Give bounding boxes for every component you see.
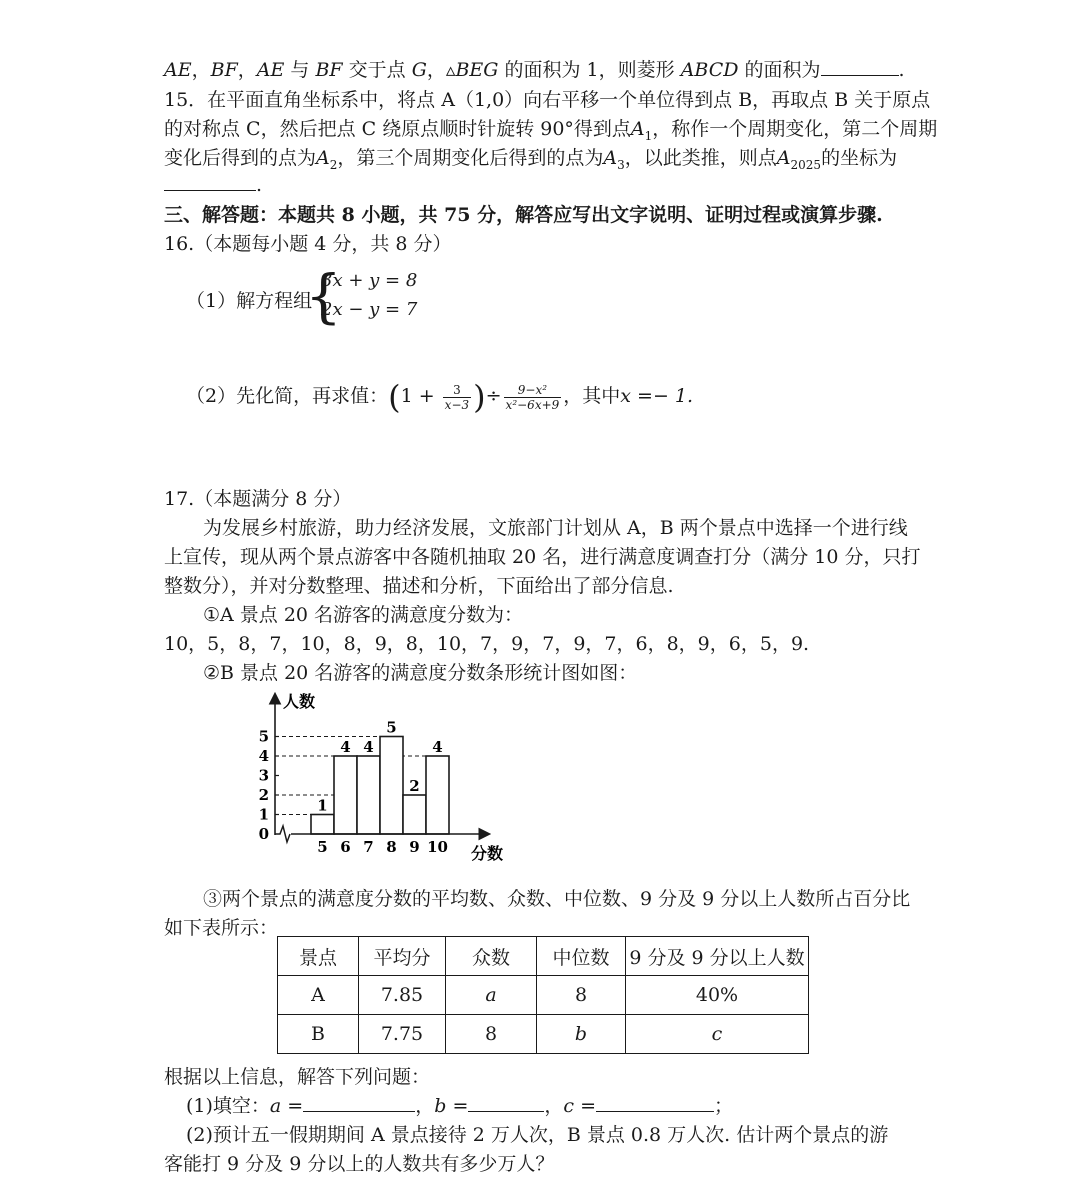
q15-line3-text-d: 的坐标为 xyxy=(821,147,898,169)
x-tick-label: 7 xyxy=(363,838,374,856)
q15-point-a2: A xyxy=(316,147,330,169)
q17-sub1-end: ； xyxy=(714,1095,734,1117)
table-cell: 8 xyxy=(446,1015,537,1054)
q17-eq-b: = xyxy=(446,1095,469,1117)
q16-part1-label: （1）解方程组 xyxy=(186,290,313,312)
y-tick-label: 3 xyxy=(258,766,269,785)
q15-line2 xyxy=(164,114,937,143)
right-paren-icon: ) xyxy=(473,378,486,416)
q15-line3-text-c: ，以此类推，则点 xyxy=(624,147,777,169)
q17-sub1-line xyxy=(186,1091,733,1118)
table-header-cell: 平均分 xyxy=(359,937,446,976)
bar xyxy=(357,756,380,834)
bar-value-label: 2 xyxy=(409,777,420,795)
bar xyxy=(311,815,334,835)
bar-value-label: 5 xyxy=(386,718,397,737)
q16-f1-den: x−3 xyxy=(444,397,470,412)
q15-point-a1-sub: 1 xyxy=(644,128,653,143)
q15-line3-text-a: 变化后得到的点为 xyxy=(164,147,317,169)
q14-seg-with: 与 xyxy=(284,59,316,81)
q16-f2-num: 9−x² xyxy=(504,383,562,398)
table-row xyxy=(278,976,809,1015)
q15-point-a3-sub: 3 xyxy=(617,157,625,172)
q15-point-a3: A xyxy=(603,147,618,169)
q14-seg-bf2: BF xyxy=(315,59,343,81)
q14-seg-intersect: 交于点 xyxy=(342,59,412,81)
y-tick-label: 2 xyxy=(258,786,269,804)
q14-tail-line xyxy=(164,55,905,82)
q14-seg-triangle: ▵BEG xyxy=(445,59,499,81)
table-cell: 8 xyxy=(537,976,626,1015)
x-tick-label: 9 xyxy=(409,838,420,856)
table-cell: 7.75 xyxy=(359,1015,446,1054)
axis-break-icon xyxy=(275,826,290,842)
q16-f1-num: 3 xyxy=(443,383,471,398)
y-tick-label: 0 xyxy=(258,825,269,843)
section3-heading: 三、解答题：本题共 8 小题，共 75 分，解答应写出文字说明、证明过程或演算步骤. xyxy=(164,204,883,226)
table-header-cell: 众数 xyxy=(446,937,537,976)
table-cell: 7.85 xyxy=(359,976,446,1015)
q15-line2-text-a: 的对称点 C，然后把点 C 绕原点顺时针旋转 90°得到点 xyxy=(164,118,631,140)
q17-after-table: 根据以上信息，解答下列问题： xyxy=(164,1066,431,1088)
bar xyxy=(334,756,357,834)
q17-sub1-label: (1)填空： xyxy=(186,1095,270,1117)
q17-info1: ①A 景点 20 名游客的满意度分数为： xyxy=(203,604,524,626)
y-tick-label: 1 xyxy=(258,805,269,824)
q15-line3-text-b: ，第三个周期变化后得到的点为 xyxy=(337,147,604,169)
q17-info3-line1: ③两个景点的满意度分数的平均数、众数、中位数、9 分及 9 分以上人数所占百分比 xyxy=(203,888,911,910)
table-header-cell: 景点 xyxy=(278,937,359,976)
q17-sub2-line1: (2)预计五一假期期间 A 景点接待 2 万人次，B 景点 0.8 万人次. 估计两个景点的游 xyxy=(186,1124,889,1146)
table-cell: b xyxy=(537,1015,626,1054)
left-paren-icon: ( xyxy=(388,378,401,416)
q16-fraction-2 xyxy=(504,383,562,412)
x-tick-label: 10 xyxy=(427,838,448,856)
table-cell: c xyxy=(626,1015,809,1054)
q14-seg-ae: AE xyxy=(164,59,192,81)
q15-answer-blank xyxy=(164,172,256,191)
bar xyxy=(380,737,403,835)
q14-seg-g: G xyxy=(411,59,427,81)
q17-info3-line2: 如下表所示： xyxy=(164,917,279,939)
q17-title: 17.（本题满分 8 分） xyxy=(164,488,352,510)
q16-eq2: 2x − y = 7 xyxy=(321,299,418,320)
y-axis-label: 人数 xyxy=(283,692,316,711)
q15-line1: 15．在平面直角坐标系中，将点 A（1,0）向右平移一个单位得到点 B，再取点 B 关于原点 xyxy=(164,89,931,111)
q14-seg-ae2: AE xyxy=(256,59,285,81)
q16-where: ，其中 xyxy=(563,385,621,407)
equation-system-brace: { xyxy=(305,262,342,330)
q17-sub2-line2: 客能打 9 分及 9 分以上的人数共有多少万人？ xyxy=(164,1153,555,1175)
x-tick-label: 5 xyxy=(317,838,328,856)
q17-eq-c: = xyxy=(574,1095,597,1117)
q17-para-line1: 为发展乡村旅游，助力经济发展，文旅部门计划从 A，B 两个景点中选择一个进行线 xyxy=(203,517,908,539)
table-header-row xyxy=(278,937,809,976)
answer-a-blank xyxy=(303,1093,415,1112)
y-tick-label: 4 xyxy=(258,747,269,765)
b-score-bar-chart xyxy=(240,685,520,865)
bar-value-label: 4 xyxy=(363,738,374,756)
q14-seg-comma1: ， xyxy=(191,59,211,81)
q15-end: . xyxy=(256,174,263,196)
q14-end: . xyxy=(898,59,905,81)
q17-comma2: ， xyxy=(544,1095,564,1117)
answer-c-blank xyxy=(596,1093,714,1112)
bar xyxy=(403,795,426,834)
q14-seg-bf: BF xyxy=(210,59,238,81)
q17-var-b: b xyxy=(434,1095,447,1117)
bar xyxy=(426,756,449,834)
q14-answer-blank xyxy=(821,57,899,76)
answer-b-blank xyxy=(468,1093,544,1112)
bar-value-label: 1 xyxy=(317,796,328,815)
q16-divide: ÷ xyxy=(485,385,502,407)
q16-f2-den: x²−6x+9 xyxy=(505,397,560,412)
q17-eq-a: = xyxy=(281,1095,304,1117)
q17-para-line3: 整数分），并对分数整理、描述和分析，下面给出了部分信息. xyxy=(164,575,674,597)
q16-eq1: 3x + y = 8 xyxy=(321,270,418,291)
q15-point-a1: A xyxy=(630,118,645,140)
q15-point-a2025-sub: 2025 xyxy=(790,157,822,172)
table-cell: 40% xyxy=(626,976,809,1015)
q14-seg-comma3: ， xyxy=(426,59,446,81)
y-tick-label: 5 xyxy=(258,727,269,746)
table-header-cell: 9 分及 9 分以上人数 xyxy=(626,937,809,976)
q16-one-plus: 1 + xyxy=(400,385,441,407)
bar-value-label: 4 xyxy=(432,738,443,756)
q17-comma1: ， xyxy=(415,1095,435,1117)
x-tick-label: 6 xyxy=(340,838,351,856)
table-cell: A xyxy=(278,976,359,1015)
q16-title: 16.（本题每小题 4 分，共 8 分） xyxy=(164,233,452,255)
table-cell: a xyxy=(446,976,537,1015)
q16-part2-label: （2）先化简，再求值： xyxy=(186,385,389,407)
stats-table xyxy=(277,936,809,1054)
table-cell: B xyxy=(278,1015,359,1054)
q17-para-line2: 上宣传，现从两个景点游客中各随机抽取 20 名，进行满意度调查打分（满分 10 分，只打 xyxy=(164,546,921,568)
q16-part2-line xyxy=(186,378,693,416)
q16-fraction-1 xyxy=(443,383,471,412)
q17-scores-a: 10，5，8，7，10，8，9，8，10，7，9，7，9，7，6，8，9，6，5，9. xyxy=(164,633,810,655)
q14-seg-area2: 的面积为 xyxy=(738,59,821,81)
q14-seg-comma2: ， xyxy=(237,59,257,81)
bar-value-label: 4 xyxy=(340,738,351,756)
q17-var-a: a xyxy=(269,1095,282,1117)
x-axis-label: 分数 xyxy=(471,844,504,863)
q17-var-c: c xyxy=(563,1095,575,1117)
q15-point-a2-sub: 2 xyxy=(329,157,338,172)
table-row xyxy=(278,1015,809,1054)
q14-seg-area: 的面积为 1，则菱形 xyxy=(498,59,681,81)
q15-line4 xyxy=(164,172,262,196)
q17-info2: ②B 景点 20 名游客的满意度分数条形统计图如图： xyxy=(203,662,638,684)
q14-seg-abcd: ABCD xyxy=(680,59,739,81)
q15-point-a2025: A xyxy=(776,147,791,169)
q15-line3 xyxy=(164,143,897,172)
x-tick-label: 8 xyxy=(386,838,397,856)
q15-line2-text-b: ，称作一个周期变化，第二个周期 xyxy=(652,118,938,140)
q16-condition: x =− 1. xyxy=(620,385,694,407)
table-header-cell: 中位数 xyxy=(537,937,626,976)
